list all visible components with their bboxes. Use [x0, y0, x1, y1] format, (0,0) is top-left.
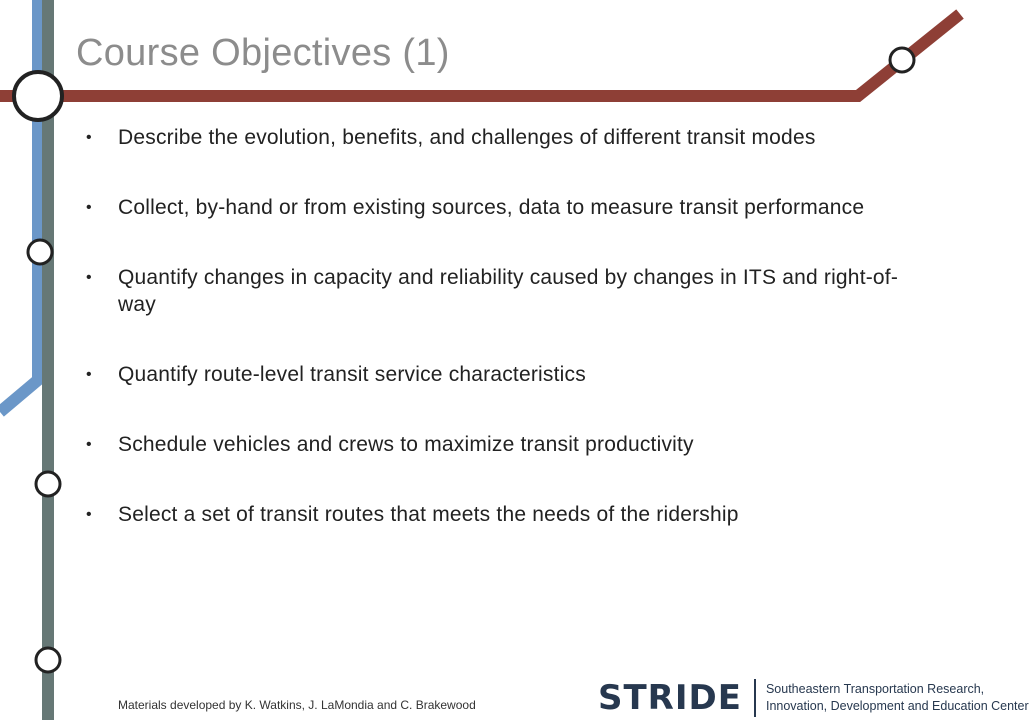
station-gray-2	[36, 648, 60, 672]
objective-text: Quantify changes in capacity and reliability caused by changes in ITS and right-of-way	[118, 266, 899, 316]
objective-item	[86, 501, 906, 528]
logo-subtitle-line1: Southeastern Transportation Research,	[765, 682, 985, 696]
bullet-icon: •	[86, 199, 92, 216]
objectives-list	[86, 124, 906, 528]
slide-title: Course Objectives (1)	[76, 32, 450, 74]
objective-item	[86, 361, 906, 388]
logo-wordmark: STRIDE	[598, 678, 742, 718]
footer-credit: Materials developed by K. Watkins, J. LaMondia and C. Brakewood	[118, 698, 476, 712]
objective-text: Select a set of transit routes that meets the needs of the ridership	[118, 503, 739, 526]
station-large	[14, 72, 62, 120]
objective-item	[86, 431, 906, 458]
stride-logo	[598, 678, 1029, 718]
station-blue	[28, 240, 52, 264]
station-gray-1	[36, 472, 60, 496]
objective-item	[86, 194, 906, 221]
logo-subtitle-line2: Innovation, Development and Education Center	[765, 699, 1029, 713]
bullet-icon: •	[86, 436, 92, 453]
blue-transit-line	[0, 0, 38, 412]
station-red-end	[890, 48, 914, 72]
objective-text: Quantify route-level transit service characteristics	[118, 363, 586, 386]
bullet-icon: •	[86, 129, 92, 146]
objective-item	[86, 124, 906, 151]
objective-text: Describe the evolution, benefits, and challenges of different transit modes	[118, 126, 816, 149]
bullet-icon: •	[86, 506, 92, 523]
logo-subtitle	[766, 681, 1029, 715]
logo-divider	[754, 679, 756, 717]
bullet-icon: •	[86, 269, 92, 286]
bullet-icon: •	[86, 366, 92, 383]
objective-text: Schedule vehicles and crews to maximize transit productivity	[118, 433, 694, 456]
objective-text: Collect, by-hand or from existing sources, data to measure transit performance	[118, 196, 865, 219]
objective-item	[86, 264, 906, 318]
